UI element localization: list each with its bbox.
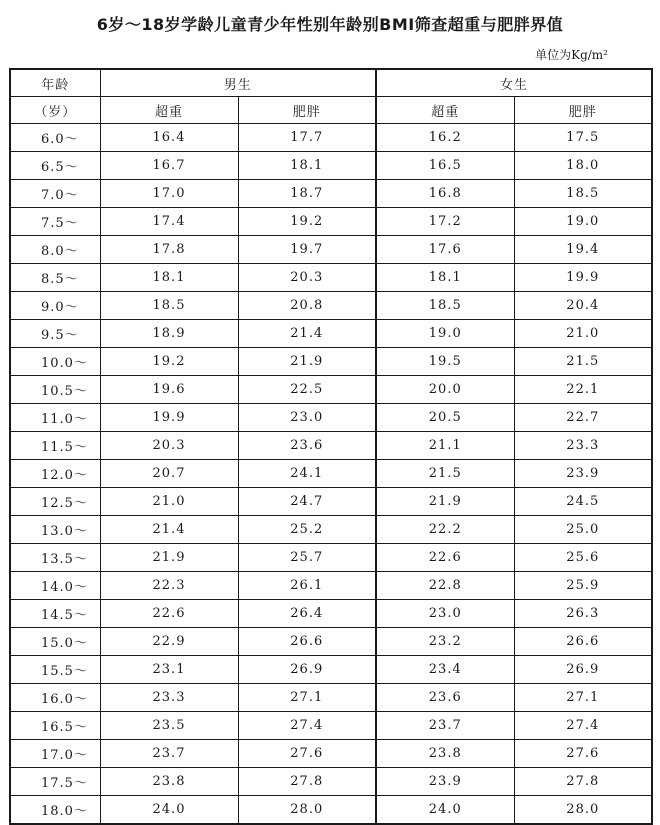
male-obese-cell: 23.0 [238, 404, 376, 432]
age-cell: 15.5～ [10, 656, 100, 684]
male-obese-cell: 19.2 [238, 208, 376, 236]
male-overweight-cell: 21.9 [100, 544, 238, 572]
age-cell: 12.0～ [10, 460, 100, 488]
male-obese-cell: 27.6 [238, 740, 376, 768]
table-row [10, 180, 652, 208]
male-obese-cell: 22.5 [238, 376, 376, 404]
unit-label: 单位为Kg/m² [535, 48, 608, 62]
female-overweight-cell: 23.4 [376, 656, 514, 684]
male-overweight-cell: 16.7 [100, 152, 238, 180]
female-overweight-cell: 21.9 [376, 488, 514, 516]
male-obese-cell: 27.1 [238, 684, 376, 712]
table-row [10, 544, 652, 572]
female-overweight-cell: 23.0 [376, 600, 514, 628]
male-overweight-cell: 18.9 [100, 320, 238, 348]
female-obese-cell: 28.0 [514, 796, 652, 825]
male-overweight-cell: 18.5 [100, 292, 238, 320]
female-obese-cell: 21.0 [514, 320, 652, 348]
female-obese-cell: 19.0 [514, 208, 652, 236]
female-overweight-cell: 22.8 [376, 572, 514, 600]
male-header: 男生 [100, 69, 376, 97]
female-obese-cell: 23.3 [514, 432, 652, 460]
female-overweight-cell: 21.1 [376, 432, 514, 460]
age-cell: 11.0～ [10, 404, 100, 432]
table-row [10, 628, 652, 656]
female-obese-cell: 26.3 [514, 600, 652, 628]
male-overweight-cell: 20.3 [100, 432, 238, 460]
female-obese-cell: 24.5 [514, 488, 652, 516]
male-overweight-cell: 24.0 [100, 796, 238, 825]
male-overweight-cell: 22.6 [100, 600, 238, 628]
table-row [10, 404, 652, 432]
age-cell: 8.0～ [10, 236, 100, 264]
female-overweight-cell: 18.5 [376, 292, 514, 320]
female-overweight-cell: 18.1 [376, 264, 514, 292]
male-overweight-cell: 21.0 [100, 488, 238, 516]
female-overweight-cell: 16.2 [376, 124, 514, 152]
female-obese-cell: 25.0 [514, 516, 652, 544]
male-overweight-cell: 23.3 [100, 684, 238, 712]
female-obese-cell: 27.1 [514, 684, 652, 712]
female-obese-cell: 27.6 [514, 740, 652, 768]
male-obese-cell: 27.8 [238, 768, 376, 796]
female-overweight-cell: 20.5 [376, 404, 514, 432]
female-overweight-cell: 21.5 [376, 460, 514, 488]
female-obese-cell: 25.9 [514, 572, 652, 600]
male-overweight-cell: 17.8 [100, 236, 238, 264]
male-obese-cell: 28.0 [238, 796, 376, 825]
bmi-table [9, 68, 653, 825]
female-obese-cell: 26.6 [514, 628, 652, 656]
male-obese-cell: 24.1 [238, 460, 376, 488]
age-cell: 17.5～ [10, 768, 100, 796]
table-row [10, 292, 652, 320]
table-row [10, 768, 652, 796]
table-row [10, 320, 652, 348]
female-overweight-cell: 16.5 [376, 152, 514, 180]
male-obese-cell: 25.2 [238, 516, 376, 544]
age-cell: 14.0～ [10, 572, 100, 600]
female-obese-cell: 18.0 [514, 152, 652, 180]
female-obese-cell: 19.4 [514, 236, 652, 264]
female-obese-cell: 17.5 [514, 124, 652, 152]
female-obese-cell: 27.8 [514, 768, 652, 796]
table-row [10, 124, 652, 152]
table-row [10, 376, 652, 404]
page-title: 6岁～18岁学龄儿童青少年性别年龄别BMI筛查超重与肥胖界值 [96, 15, 564, 34]
age-cell: 13.0～ [10, 516, 100, 544]
table-row [10, 236, 652, 264]
female-obese-cell: 19.9 [514, 264, 652, 292]
male-obese-cell: 26.9 [238, 656, 376, 684]
female-overweight-cell: 24.0 [376, 796, 514, 825]
age-cell: 16.5～ [10, 712, 100, 740]
table-row [10, 152, 652, 180]
table-row [10, 796, 652, 825]
female-obese-cell: 25.6 [514, 544, 652, 572]
table-row [10, 432, 652, 460]
table-row [10, 208, 652, 236]
male-overweight-cell: 22.9 [100, 628, 238, 656]
female-overweight-cell: 20.0 [376, 376, 514, 404]
female-overweight-header: 超重 [376, 97, 514, 124]
female-overweight-cell: 17.2 [376, 208, 514, 236]
male-overweight-cell: 23.8 [100, 768, 238, 796]
table-row [10, 488, 652, 516]
age-header-line1: 年龄 [10, 69, 100, 97]
female-overweight-cell: 17.6 [376, 236, 514, 264]
age-cell: 7.0～ [10, 180, 100, 208]
male-overweight-cell: 23.1 [100, 656, 238, 684]
table-row [10, 572, 652, 600]
female-obese-cell: 22.1 [514, 376, 652, 404]
female-overweight-cell: 22.6 [376, 544, 514, 572]
male-obese-cell: 26.6 [238, 628, 376, 656]
male-overweight-cell: 22.3 [100, 572, 238, 600]
table-row [10, 600, 652, 628]
female-obese-cell: 18.5 [514, 180, 652, 208]
male-obese-cell: 26.1 [238, 572, 376, 600]
female-overweight-cell: 23.8 [376, 740, 514, 768]
age-cell: 16.0～ [10, 684, 100, 712]
male-obese-cell: 19.7 [238, 236, 376, 264]
age-cell: 13.5～ [10, 544, 100, 572]
female-overweight-cell: 23.6 [376, 684, 514, 712]
female-overweight-cell: 23.2 [376, 628, 514, 656]
age-cell: 7.5～ [10, 208, 100, 236]
age-cell: 18.0～ [10, 796, 100, 825]
male-overweight-cell: 19.9 [100, 404, 238, 432]
age-cell: 15.0～ [10, 628, 100, 656]
age-cell: 6.0～ [10, 124, 100, 152]
female-obese-cell: 27.4 [514, 712, 652, 740]
table-row [10, 460, 652, 488]
age-cell: 14.5～ [10, 600, 100, 628]
male-obese-cell: 23.6 [238, 432, 376, 460]
male-obese-cell: 18.7 [238, 180, 376, 208]
female-overweight-cell: 22.2 [376, 516, 514, 544]
table-row [10, 348, 652, 376]
table-row [10, 264, 652, 292]
female-obese-cell: 22.7 [514, 404, 652, 432]
age-cell: 9.0～ [10, 292, 100, 320]
female-obese-cell: 21.5 [514, 348, 652, 376]
male-overweight-cell: 19.6 [100, 376, 238, 404]
age-cell: 9.5～ [10, 320, 100, 348]
table-row [10, 516, 652, 544]
male-overweight-cell: 19.2 [100, 348, 238, 376]
male-obese-cell: 18.1 [238, 152, 376, 180]
male-obese-cell: 24.7 [238, 488, 376, 516]
male-overweight-cell: 17.0 [100, 180, 238, 208]
male-overweight-cell: 23.7 [100, 740, 238, 768]
female-obese-header: 肥胖 [514, 97, 652, 124]
age-cell: 11.5～ [10, 432, 100, 460]
male-obese-cell: 20.3 [238, 264, 376, 292]
male-obese-cell: 25.7 [238, 544, 376, 572]
male-overweight-cell: 21.4 [100, 516, 238, 544]
female-overweight-cell: 19.0 [376, 320, 514, 348]
table-row [10, 684, 652, 712]
female-overweight-cell: 19.5 [376, 348, 514, 376]
female-obese-cell: 26.9 [514, 656, 652, 684]
male-overweight-header: 超重 [100, 97, 238, 124]
age-cell: 6.5～ [10, 152, 100, 180]
age-cell: 10.0～ [10, 348, 100, 376]
male-obese-cell: 17.7 [238, 124, 376, 152]
male-overweight-cell: 16.4 [100, 124, 238, 152]
female-overweight-cell: 23.9 [376, 768, 514, 796]
female-overweight-cell: 23.7 [376, 712, 514, 740]
male-obese-cell: 21.4 [238, 320, 376, 348]
female-overweight-cell: 16.8 [376, 180, 514, 208]
male-obese-cell: 26.4 [238, 600, 376, 628]
female-header: 女生 [376, 69, 652, 97]
male-overweight-cell: 18.1 [100, 264, 238, 292]
female-obese-cell: 20.4 [514, 292, 652, 320]
age-cell: 10.5～ [10, 376, 100, 404]
age-cell: 8.5～ [10, 264, 100, 292]
age-cell: 17.0～ [10, 740, 100, 768]
age-header-line2: （岁） [10, 97, 100, 124]
male-overweight-cell: 23.5 [100, 712, 238, 740]
male-obese-cell: 27.4 [238, 712, 376, 740]
female-obese-cell: 23.9 [514, 460, 652, 488]
table-row [10, 740, 652, 768]
male-overweight-cell: 20.7 [100, 460, 238, 488]
male-overweight-cell: 17.4 [100, 208, 238, 236]
table-row [10, 712, 652, 740]
table-row [10, 656, 652, 684]
male-obese-cell: 20.8 [238, 292, 376, 320]
male-obese-header: 肥胖 [238, 97, 376, 124]
male-obese-cell: 21.9 [238, 348, 376, 376]
table-body [10, 124, 652, 825]
age-cell: 12.5～ [10, 488, 100, 516]
